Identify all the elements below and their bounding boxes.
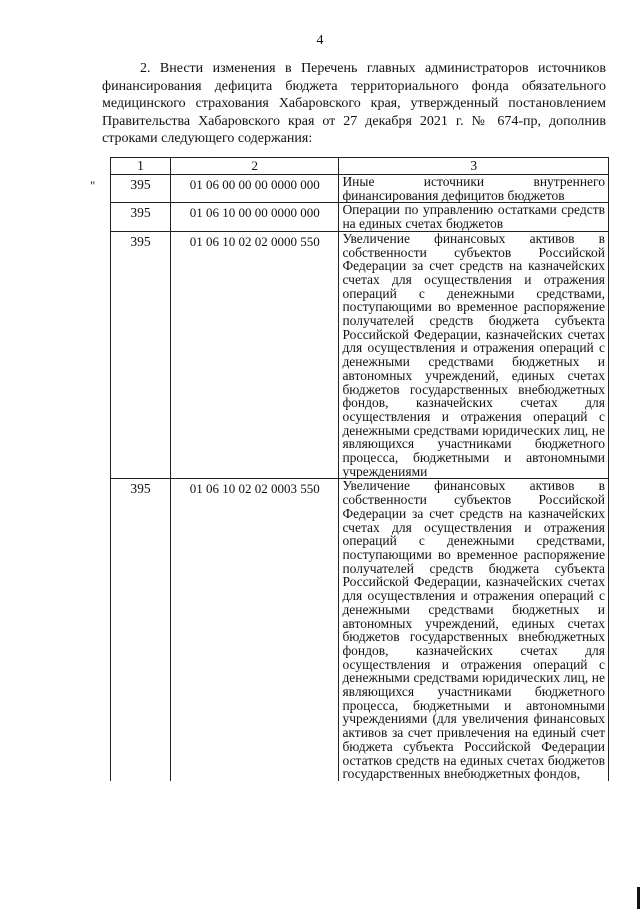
description-cell: Увеличение финансовых активов в собственности субъектов Российской Федерации за счет средств на казначейских счетах для осуществления и отражения операций с денежными средствами, поступающими во временное распоряжение получателей средств бюджета субъекта Российской Федерации, казначейских счетах для осуществления и отражения операций с денежными средствами бюджетных и автономных учреждений, единых счетах бюджетов государственных внебюджетных фондов, казначейских счетах для осуществления и отражения операций с денежными средствами юридических лиц, не являющихся участниками бюджетного процесса, бюджетными и автономными учреждениями (для увеличения финансовых активов за счет привлечения на единый счет бюджета субъекта Российской Федерации остатков средств на единых счетах бюджетов государственных внебюджетных фондов,: [339, 479, 609, 781]
administrators-table: [110, 157, 609, 781]
header-col-2: 2: [171, 158, 339, 175]
page-number: 4: [316, 33, 324, 48]
admin-code-cell: 395: [111, 203, 171, 231]
table-row: [111, 175, 609, 203]
table-row: [111, 231, 609, 479]
source-code-cell: 01 06 10 02 02 0000 550: [171, 231, 339, 479]
description-cell: Иные источники внутреннего финансирования дефицитов бюджетов: [339, 175, 609, 203]
description-cell: Увеличение финансовых активов в собственности субъектов Российской Федерации за счет средств на казначейских счетах для осуществления и отражения операций с денежными средствами, поступающими во временное распоряжение получателей средств бюджета субъекта Российской Федерации, казначейских счетах для осуществления и отражения операций с денежными средствами бюджетных и автономных учреждений, единых счетах бюджетов государственных внебюджетных фондов, казначейских счетах для осуществления и отражения операций с денежными средствами юридических лиц, не являющихся участниками бюджетного процесса, бюджетными и автономными учреждениями: [339, 231, 609, 479]
admin-code-cell: 395: [111, 479, 171, 781]
header-col-3: 3: [339, 158, 609, 175]
source-code-cell: 01 06 10 02 02 0003 550: [171, 479, 339, 781]
source-code-cell: 01 06 10 00 00 0000 000: [171, 203, 339, 231]
description-cell: Операции по управлению остатками средств на единых счетах бюджетов: [339, 203, 609, 231]
table-header-row: [111, 158, 609, 175]
header-col-1: 1: [111, 158, 171, 175]
intro-paragraph: 2. Внести изменения в Перечень главных администраторов источников финансирования дефицита бюджета территориального фонда обязательного медицинского страхования Хабаровского края, утвержденный постановлением Правительства Хабаровского края от 27 декабря 2021 г. № 674-пр, дополнив строками следующего содержания:: [102, 61, 606, 146]
admin-code-cell: 395: [111, 175, 171, 203]
table-row: [111, 479, 609, 781]
opening-quote-mark: ": [90, 178, 96, 193]
source-code-cell: 01 06 00 00 00 0000 000: [171, 175, 339, 203]
table-row: [111, 203, 609, 231]
admin-code-cell: 395: [111, 231, 171, 479]
